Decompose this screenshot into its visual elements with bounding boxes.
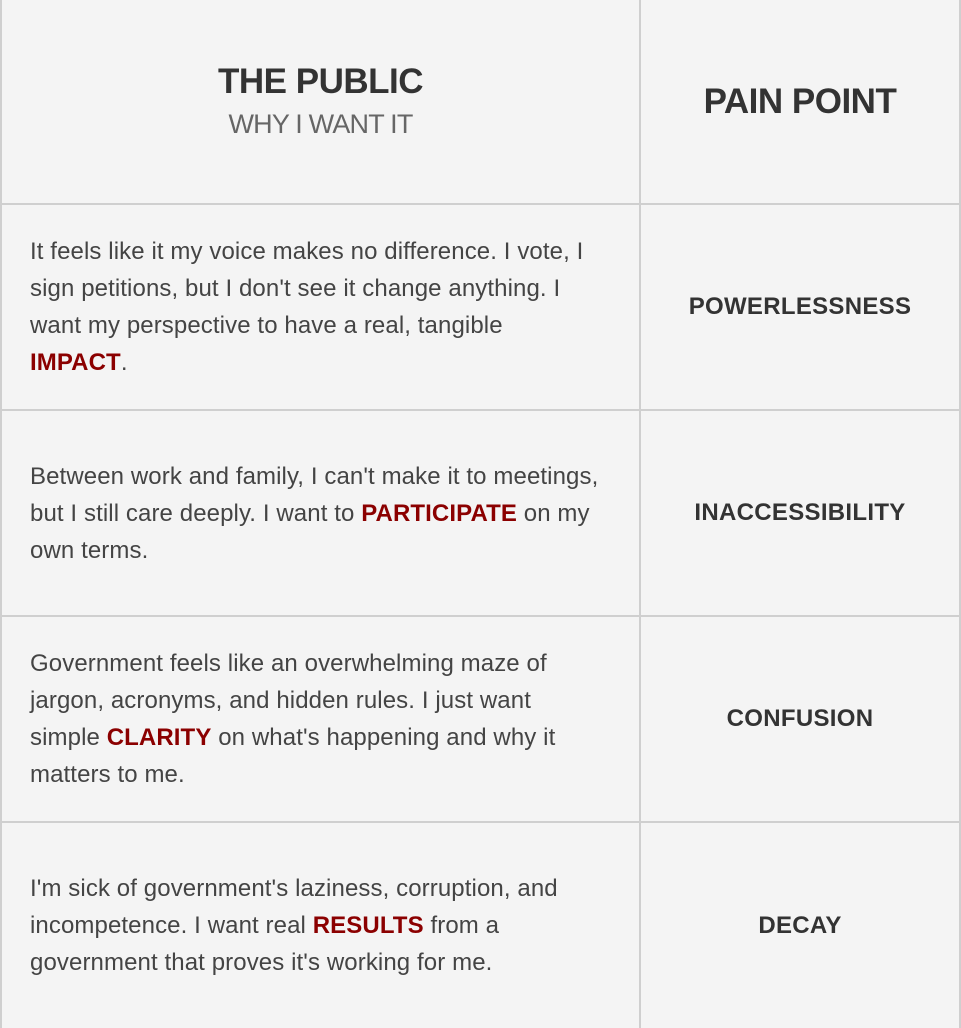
header-public-cell — [0, 0, 641, 205]
row-1-text-before: It feels like it my voice makes no difference. I vote, I sign petitions, but I don't see it change anything. I want my perspective to have a real, tangible — [30, 238, 584, 339]
row-2-text-after: on my own terms. — [30, 499, 590, 564]
row-1-pain-point: POWERLESSNESS — [688, 293, 912, 320]
row-3-reason-cell — [0, 617, 641, 823]
row-3-pain-point: CONFUSION — [726, 705, 874, 732]
row-2-text-before: Between work and family, I can't make it to meetings, but I still care deeply. I want to — [30, 462, 599, 527]
header-pain-point: PAIN POINT — [703, 81, 897, 121]
header-pain-point-cell — [641, 0, 961, 205]
row-2-reason-cell — [0, 411, 641, 617]
row-3-pain-cell — [641, 617, 961, 823]
header-subtitle: WHY I WANT IT — [228, 109, 413, 139]
row-2-pain-cell — [641, 411, 961, 617]
row-2-pain-point: INACCESSIBILITY — [694, 499, 906, 526]
row-1-reason-cell — [0, 205, 641, 411]
row-1-text-after: . — [120, 349, 128, 376]
row-4-pain-cell — [641, 823, 961, 1028]
row-4-pain-point: DECAY — [758, 911, 842, 939]
row-3-keyword: CLARITY — [106, 724, 212, 751]
row-3-reason-text — [2, 645, 639, 793]
row-4-text-before: I'm sick of government's laziness, corruption, and incompetence. I want real — [30, 875, 558, 939]
header-title: THE PUBLIC — [218, 62, 423, 101]
row-3-text-before: Government feels like an overwhelming maze of jargon, acronyms, and hidden rules. I just want simple — [30, 650, 547, 751]
row-1-keyword: IMPACT — [30, 349, 121, 376]
row-4-reason-cell — [0, 823, 641, 1028]
row-1-pain-cell — [641, 205, 961, 411]
row-2-reason-text — [2, 458, 639, 569]
row-1-reason-text — [2, 233, 639, 381]
row-4-text-after: from a government that proves it's working for me. — [30, 912, 500, 976]
row-2-keyword: PARTICIPATE — [361, 499, 517, 527]
row-3-text-after: on what's happening and why it matters to me. — [30, 724, 556, 788]
row-4-reason-text — [2, 870, 639, 981]
row-4-keyword: RESULTS — [312, 912, 424, 939]
